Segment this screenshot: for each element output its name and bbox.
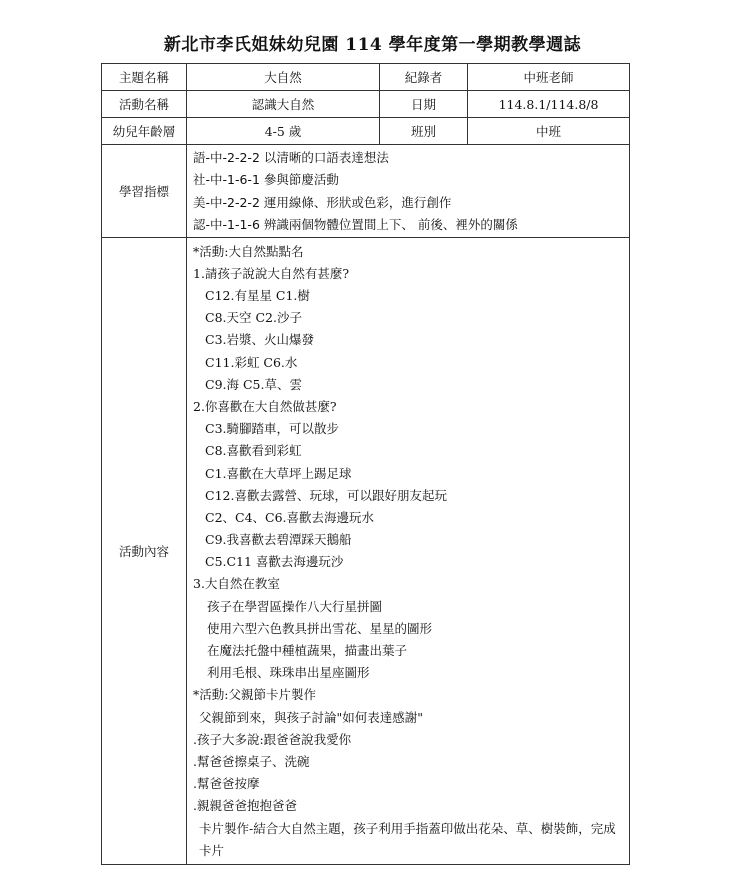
activity-line: C12.有星星 C1.樹 xyxy=(205,288,310,303)
theme-value: 大自然 xyxy=(187,64,380,91)
activity-lines xyxy=(193,241,625,862)
recorder-value: 中班老師 xyxy=(468,64,630,91)
activity-line: C3.岩漿、火山爆發 xyxy=(205,332,314,348)
activity-line: *活動:父親節卡片製作 xyxy=(193,687,316,703)
activity-line: C3.騎腳踏車，可以散步 xyxy=(205,421,339,437)
activity-line: 2.你喜歡在大自然做甚麼? xyxy=(193,398,337,414)
goal-item: 認-中-1-1-6 辨識兩個物體位置間上下、 前後、裡外的關係 xyxy=(193,217,518,233)
activity-line: C12.喜歡去露營、玩球，可以跟好朋友起玩 xyxy=(205,487,447,503)
activity-line: 在魔法托盤中種植蔬果，描畫出葉子 xyxy=(207,643,408,658)
activity-line: 利用毛根、珠珠串出星座圖形 xyxy=(207,665,370,681)
date-label: 日期 xyxy=(380,91,468,118)
activity-line: C5.C11 喜歡去海邊玩沙 xyxy=(205,554,344,570)
document-title: 新北市李氏姐妹幼兒園 114 學年度第一學期教學週誌 xyxy=(163,35,582,55)
activity-line: C1.喜歡在大草坪上踢足球 xyxy=(205,465,352,481)
activity-content-label: 活動內容 xyxy=(102,237,187,864)
age-value: 4-5 歲 xyxy=(187,118,380,145)
activity-line: *活動:大自然點點名 xyxy=(193,243,304,259)
goal-item: 語-中-2-2-2 以清晰的口語表達想法 xyxy=(193,150,389,165)
table-row xyxy=(102,64,630,91)
theme-label: 主題名稱 xyxy=(102,64,187,91)
activity-line: .孩子大多說:跟爸爸說我愛你 xyxy=(193,731,352,747)
activity-line: 3.大自然在教室 xyxy=(193,576,280,592)
table-row xyxy=(102,118,630,145)
goal-item: 美-中-2-2-2 運用線條、形狀或色彩，進行創作 xyxy=(193,194,452,210)
goal-item: 社-中-1-6-1 參與節慶活動 xyxy=(193,172,339,188)
recorder-label: 紀錄者 xyxy=(380,64,468,91)
activity-line: C9.我喜歡去碧潭踩天鵝船 xyxy=(205,532,352,548)
table-row xyxy=(102,145,630,238)
journal-table xyxy=(101,63,630,865)
activity-line: C11.彩虹 C6.水 xyxy=(205,354,298,370)
goals-content xyxy=(187,145,630,238)
activity-line: 孩子在學習區操作八大行星拼圖 xyxy=(207,598,383,614)
table-row xyxy=(102,91,630,118)
date-value: 114.8.1/114.8/8 xyxy=(468,91,630,118)
table-row xyxy=(102,237,630,864)
age-label: 幼兒年齡層 xyxy=(102,118,187,145)
activity-line: C2、C4、C6.喜歡去海邊玩水 xyxy=(205,509,375,525)
activity-name-value: 認識大自然 xyxy=(187,91,380,118)
activity-line: 1.請孩子說說大自然有甚麼? xyxy=(193,265,350,281)
activity-line: 父親節到來，與孩子討論"如何表達感謝" xyxy=(199,709,423,725)
activity-line: C8.天空 C2.沙子 xyxy=(205,310,302,326)
class-label: 班別 xyxy=(380,118,468,145)
activity-line: 卡片製作-結合大自然主題，孩子利用手指蓋印做出花朵、草、樹裝飾，完成卡片 xyxy=(199,820,616,858)
activity-line: 使用六型六色教具拼出雪花、星星的圖形 xyxy=(207,620,433,636)
activity-line: .幫爸爸擦桌子、洗碗 xyxy=(193,753,310,769)
activity-line: C8.喜歡看到彩虹 xyxy=(205,443,302,459)
activity-line: .幫爸爸按摩 xyxy=(193,776,260,792)
activity-content xyxy=(187,237,630,864)
activity-line: .親親爸爸抱抱爸爸 xyxy=(193,798,297,814)
goals-label: 學習指標 xyxy=(102,145,187,238)
activity-name-label: 活動名稱 xyxy=(102,91,187,118)
class-value: 中班 xyxy=(468,118,630,145)
activity-line: C9.海 C5.草、雲 xyxy=(205,376,302,392)
